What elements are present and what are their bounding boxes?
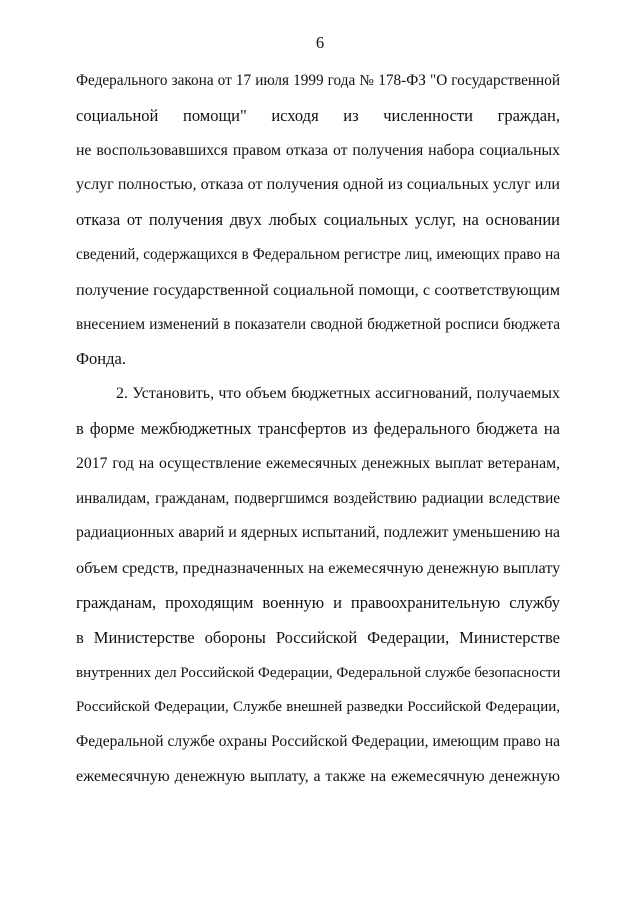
text-line: гражданам, проходящим военную и правоохранительную службу — [76, 592, 560, 612]
text-line: объем средств, предназначенных на ежемесячную денежную выплату — [76, 559, 561, 578]
text-line: услуг полностью, отказа от получения одной из социальных услуг или — [76, 176, 560, 194]
text-line: внутренних дел Российской Федерации, Федеральной службе безопасности — [76, 664, 561, 681]
text-line: не воспользовавшихся правом отказа от получения набора социальных — [76, 141, 560, 159]
text-line: инвалидам, гражданам, подвергшимся воздействию радиации вследствие — [76, 489, 560, 507]
paragraph-continuation — [76, 64, 560, 377]
page-number: 6 — [315, 33, 325, 52]
text-line: получение государственной социальной помощи, с соответствующим — [76, 280, 560, 299]
text-line: в форме межбюджетных трансфертов из федерального бюджета на — [76, 418, 560, 438]
text-line: внесением изменений в показатели сводной бюджетной росписи бюджета — [76, 315, 560, 333]
document-body — [76, 64, 560, 795]
text-line: Фонда. — [76, 349, 126, 369]
text-line: Российской Федерации, Службе внешней разведки Российской Федерации, — [76, 699, 560, 716]
text-line: социальной помощи" исходя из численности граждан, — [76, 105, 560, 125]
paragraph-item-2 — [76, 377, 560, 795]
text-line: сведений, содержащихся в Федеральном регистре лиц, имеющих право на — [76, 245, 560, 263]
text-line: 2017 год на осуществление ежемесячных денежных выплат ветеранам, — [76, 454, 560, 472]
text-line: 2. Установить, что объем бюджетных ассигнований, получаемых — [116, 385, 560, 403]
text-line: радиационных аварий и ядерных испытаний, подлежит уменьшению на — [76, 524, 560, 542]
text-line: Федерального закона от 17 июля 1999 года № 178-ФЗ "О государственной — [76, 72, 560, 89]
text-line: отказа от получения двух любых социальных услуг, на основании — [76, 210, 560, 230]
text-line: Федеральной службе охраны Российской Федерации, имеющим право на — [76, 733, 560, 751]
text-line: ежемесячную денежную выплату, а также на ежемесячную денежную — [76, 767, 560, 785]
text-line: в Министерстве обороны Российской Федерации, Министерстве — [76, 627, 560, 647]
